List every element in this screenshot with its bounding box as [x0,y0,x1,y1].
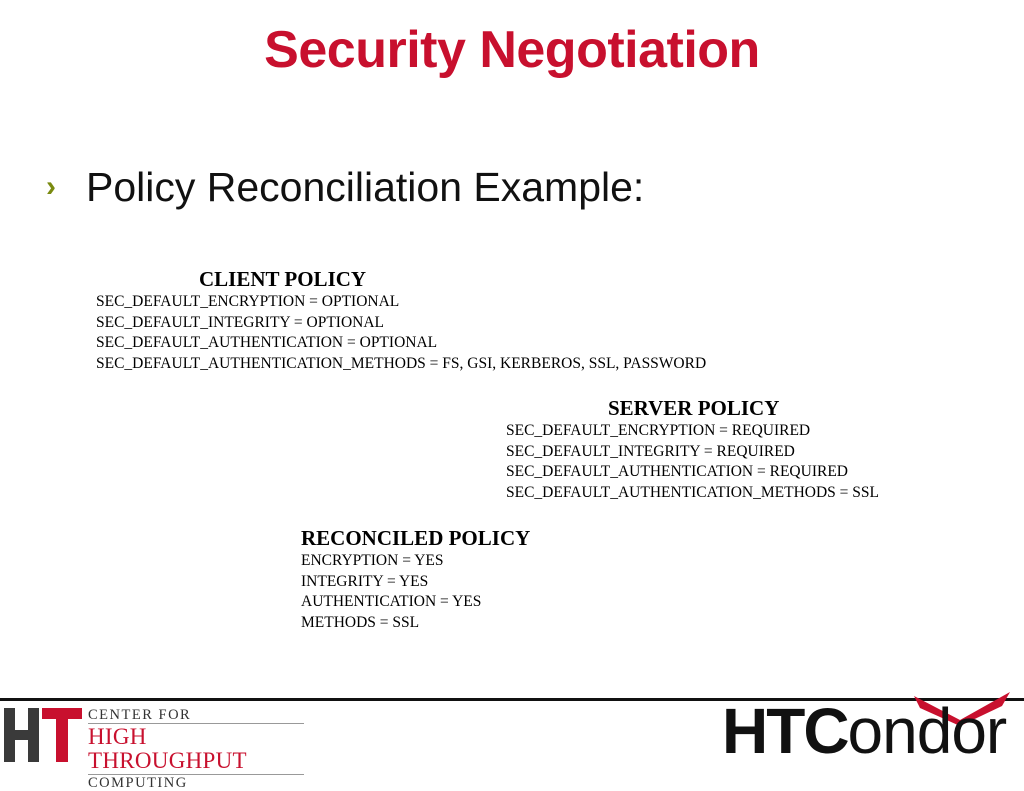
reconciled-policy-line: METHODS = SSL [301,613,420,631]
chtc-line-top: CENTER FOR [88,707,192,723]
reconciled-policy-block [301,525,530,633]
chevron-right-icon: › [46,170,56,203]
slide-title: Security Negotiation [264,21,760,79]
server-policy-block [506,395,879,503]
client-policy-line: SEC_DEFAULT_AUTHENTICATION = OPTIONAL [96,334,438,351]
client-policy-line: SEC_DEFAULT_INTEGRITY = OPTIONAL [96,313,385,331]
server-policy-line: SEC_DEFAULT_INTEGRITY = REQUIRED [506,442,795,460]
server-policy-line: SEC_DEFAULT_AUTHENTICATION_METHODS = SSL [506,483,879,501]
chtc-wordmark [88,707,304,791]
client-policy-line: SEC_DEFAULT_AUTHENTICATION_METHODS = FS, GSI, KERBEROS, SSL, PASSWORD [96,354,707,372]
reconciled-policy-line: INTEGRITY = YES [301,572,429,590]
chtc-logo [4,706,304,791]
client-policy-heading: CLIENT POLICY [199,267,367,291]
bullet-text: Policy Reconciliation Example: [86,164,645,210]
server-policy-line: SEC_DEFAULT_ENCRYPTION = REQUIRED [506,422,811,439]
htcondor-ht: HT [722,695,804,767]
client-policy-line: SEC_DEFAULT_ENCRYPTION = OPTIONAL [96,293,400,310]
htcondor-ondor: ondor [847,695,1007,767]
reconciled-policy-line: AUTHENTICATION = YES [301,593,482,610]
reconciled-policy-heading: RECONCILED POLICY [301,526,531,550]
chtc-ht-mark-icon [4,708,82,762]
htcondor-logo [722,690,1012,767]
htcondor-wordmark [722,695,1007,767]
htcondor-c: C [803,695,848,767]
server-policy-line: SEC_DEFAULT_AUTHENTICATION = REQUIRED [506,463,848,480]
reconciled-policy-line: ENCRYPTION = YES [301,552,444,569]
server-policy-heading: SERVER POLICY [608,396,780,420]
chtc-line-bottom: COMPUTING [88,775,188,791]
chtc-line-middle: HIGH THROUGHPUT [88,723,304,775]
client-policy-block [96,266,706,374]
